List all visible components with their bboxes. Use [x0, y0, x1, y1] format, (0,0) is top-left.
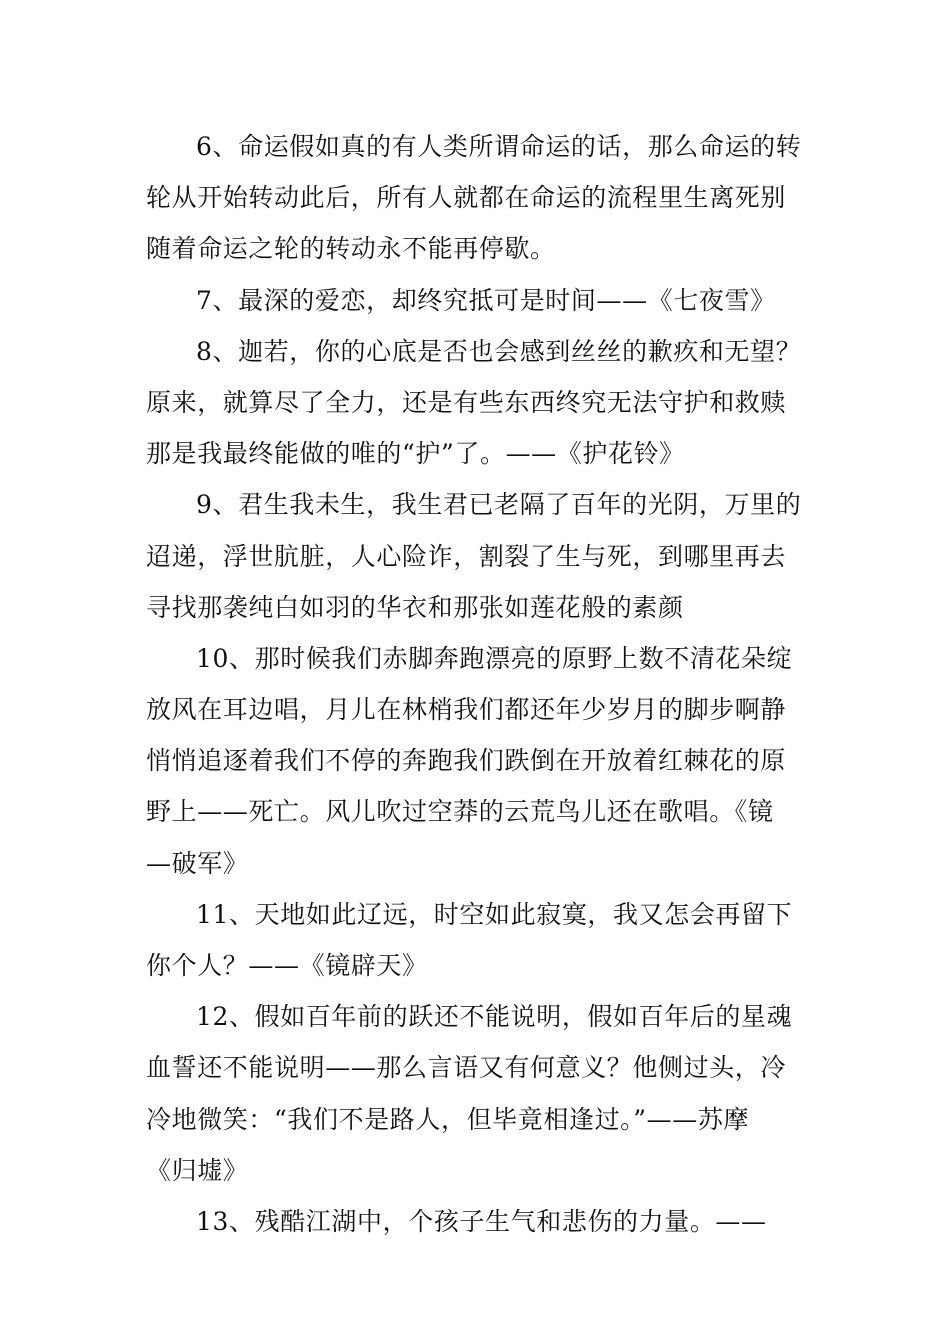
text-line: 9、君生我未生，我生君已老隔了百年的光阴，万里的	[196, 490, 802, 520]
text-line: 7、最深的爱恋，却终究抵可是时间——《七夜雪》	[196, 285, 776, 315]
text-line: 寻找那袭纯白如羽的华衣和那张如莲花般的素颜	[146, 592, 684, 622]
paragraph-9	[146, 479, 806, 633]
paragraph-10	[146, 633, 806, 889]
text-line: 迢递，浮世肮脏，人心险诈，割裂了生与死，到哪里再去	[146, 541, 787, 571]
text-line: 悄悄追逐着我们不停的奔跑我们跌倒在开放着红棘花的原	[146, 746, 787, 776]
text-line: 那是我最终能做的唯的“护”了。——《护花铃》	[146, 439, 685, 469]
text-line: —破军》	[146, 848, 249, 878]
text-line: 轮从开始转动此后，所有人就都在命运的流程里生离死别	[146, 183, 787, 213]
text-line: 8、迦若，你的心底是否也会感到丝丝的歉疚和无望？	[196, 336, 802, 366]
text-line: 随着命运之轮的转动永不能再停歇。	[146, 234, 556, 264]
document-body	[146, 121, 806, 1247]
paragraph-8	[146, 326, 806, 480]
text-line: 野上——死亡。风儿吹过空莽的云荒鸟儿还在歌唱。《镜	[146, 797, 774, 827]
paragraph-13	[146, 1196, 806, 1247]
text-line: 原来，就算尽了全力，还是有些东西终究无法守护和救赎	[146, 387, 787, 417]
text-line: 6、命运假如真的有人类所谓命运的话，那么命运的转	[196, 132, 802, 161]
text-line: 11、天地如此辽远，时空如此寂寞，我又怎会再留下	[196, 899, 793, 929]
text-line: 血誓还不能说明——那么言语又有何意义？他侧过头，冷	[146, 1053, 787, 1083]
paragraph-11	[146, 889, 806, 991]
text-line: 放风在耳边唱，月儿在林梢我们都还年少岁月的脚步啊静	[146, 695, 787, 725]
paragraph-12	[146, 991, 806, 1196]
text-line: 《归墟》	[146, 1155, 249, 1185]
text-line: 10、那时候我们赤脚奔跑漂亮的原野上数不清花朵绽	[196, 643, 793, 673]
text-line: 12、假如百年前的跃还不能说明，假如百年后的星魂	[196, 1002, 793, 1032]
paragraph-7	[146, 275, 806, 326]
text-line: 冷地微笑：“我们不是路人，但毕竟相逢过。”——苏摩	[146, 1104, 750, 1134]
text-line: 13、残酷江湖中，个孩子生气和悲伤的力量。——	[196, 1206, 767, 1236]
paragraph-6	[146, 121, 806, 275]
text-line: 你个人？——《镜辟天》	[146, 951, 428, 980]
